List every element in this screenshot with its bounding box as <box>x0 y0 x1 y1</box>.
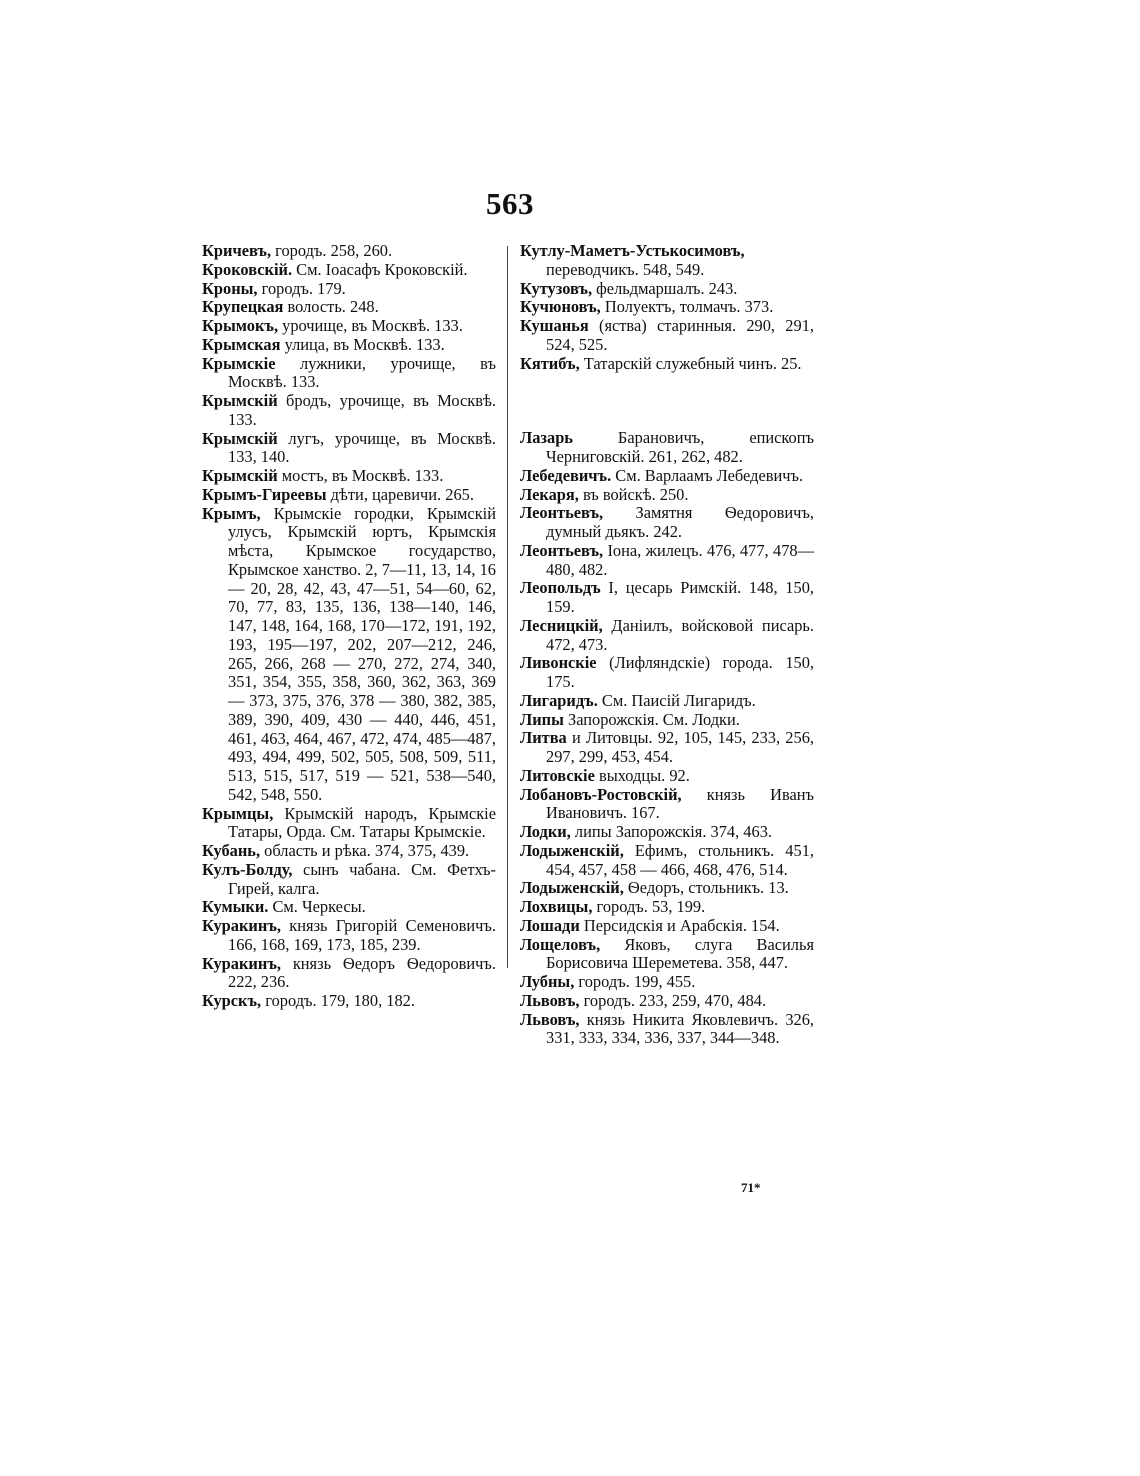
index-entry <box>520 355 814 374</box>
entry-headword: Лебедевичъ. <box>520 465 612 485</box>
index-column-right <box>520 242 814 1048</box>
entry-headword: Кутузовъ, <box>520 278 593 298</box>
index-entry <box>520 711 814 730</box>
entry-references: сынъ чабана. См. Фетхъ-Гирей, калга. <box>228 859 496 898</box>
entry-headword: Куракинъ, <box>202 916 281 935</box>
entry-headword: Крымъ, <box>202 503 261 523</box>
entry-headword: Лодыженскій, <box>520 878 624 898</box>
entry-headword: Кучюновъ, <box>520 297 601 317</box>
entry-references: лугъ, урочище, въ Москвѣ. 133, 140. <box>228 428 496 467</box>
entry-headword: Лазарь <box>520 428 573 448</box>
entry-references: князь Никита Яковлевичъ. 326, 331, 333, 334, 336, 337, 344—348. <box>546 1009 814 1048</box>
entry-references: переводчикъ. 548, 549. <box>546 259 705 279</box>
entry-references: область и рѣка. 374, 375, 439. <box>260 841 470 860</box>
entry-headword: Лодки, <box>520 822 571 841</box>
entry-headword: Крымскій <box>202 428 278 448</box>
entry-headword: Кулъ-Болду, <box>202 859 293 879</box>
entry-headword: Кроковскій. <box>202 259 293 279</box>
index-entry <box>520 729 814 767</box>
index-entry <box>202 992 496 1011</box>
entry-references: (Лифляндскіе) города. 150, 175. <box>546 653 814 691</box>
entry-headword: Липы <box>520 709 564 729</box>
index-entry <box>202 336 496 355</box>
entry-headword: Лигаридъ. <box>520 690 598 710</box>
entry-headword: Кумыки. <box>202 897 269 917</box>
index-entry <box>520 504 814 542</box>
entry-references: Ефимъ, стольникъ. 451, 454, 457, 458 — 466, 468, 476, 514. <box>546 840 814 879</box>
index-entry <box>520 317 814 355</box>
index-entry <box>520 542 814 580</box>
entry-headword: Кубань, <box>202 841 261 860</box>
entry-headword: Крымскій <box>202 466 278 485</box>
index-entry <box>202 242 496 261</box>
entry-headword: Лодыженскій, <box>520 840 624 860</box>
index-entry <box>520 973 814 992</box>
entry-headword: Кушанья <box>520 316 589 335</box>
entry-headword: Кричевъ, <box>202 241 272 260</box>
entry-references: (яства) старинныя. 290, 291, 524, 525. <box>546 316 814 354</box>
entry-references: Замятня Ѳедоровичъ, думный дьякъ. 242. <box>546 503 814 541</box>
index-entry <box>520 1011 814 1049</box>
entry-references: фельдмаршалъ. 243. <box>592 278 738 298</box>
page-number: 563 <box>486 186 534 221</box>
entry-headword: Литва <box>520 728 567 748</box>
entry-headword: Кятибъ, <box>520 353 580 373</box>
entry-references: городъ. 258, 260. <box>271 241 393 260</box>
entry-references: выходцы. 92. <box>594 765 690 785</box>
entry-references: Крымскіе городки, Крымскій улусъ, Крымскій юртъ, Крымскія мѣста, Крымское государство, Крымское ханство. 2, 7—11, 13, 14, 16 — 20, 28, 42, 43, 47—51, 54—60, 62, 70, 77, 83, 135, 136, 138—140, 146, 147, 148, 164, 168, 170—172, 191, 192, 193, 195—197, 202, 207—212, 246, 265, 266, 268 — 270, 272, 274, 340, 351, 354, 355, 358, 360, 362, 363, 369 — 373, 375, 376, 378 — 380, 382, 385, 389, 390, 409, 430 — 440, 446, 451, 461, 463, 464, 467, 472, 474, 485—487, 493, 494, 499, 502, 505, 508, 509, 511, 513, 515, 517, 519 — 521, 538—540, 542, 548, 550. <box>228 503 496 804</box>
index-entry <box>520 879 814 898</box>
entry-references: князь Григорій Семеновичъ. 166, 168, 169, 173, 185, 239. <box>228 916 496 954</box>
entry-references: городъ. 179, 180, 182. <box>261 991 415 1010</box>
entry-headword: Крымскіе <box>202 353 276 373</box>
index-entry <box>520 579 814 617</box>
entry-references: городъ. 199, 455. <box>574 972 696 991</box>
entry-headword: Кутлу-Маметъ-Устькосимовъ, <box>520 241 745 260</box>
entry-references: Татарскій служебный чинъ. 25. <box>579 353 802 373</box>
entry-references: I, цесарь Римскій. 148, 150, 159. <box>546 578 814 616</box>
entry-references: Барановичъ, епископъ Черниговскій. 261, 262, 482. <box>546 428 814 466</box>
index-entry <box>520 654 814 692</box>
index-entry <box>520 467 814 486</box>
entry-headword: Крымская <box>202 334 281 354</box>
entry-references: Яковъ, слуга Василья Борисовича Шереметева. 358, 447. <box>546 934 814 973</box>
entry-references: и Литовцы. 92, 105, 145, 233, 256, 297, 299, 453, 454. <box>546 728 814 766</box>
index-column-left <box>202 242 496 1011</box>
index-entry <box>520 767 814 786</box>
entry-references: См. Паисій Лигаридъ. <box>597 690 756 710</box>
entry-references: См. Черкесы. <box>268 897 366 917</box>
entry-headword: Леонтьевъ, <box>520 503 604 523</box>
entry-headword: Крымскій <box>202 391 278 410</box>
entry-headword: Литовскіе <box>520 765 595 785</box>
index-entry <box>202 392 496 430</box>
entry-references: въ войскѣ. 250. <box>578 484 689 504</box>
index-entry <box>520 842 814 880</box>
entry-references: улица, въ Москвѣ. 133. <box>280 334 445 354</box>
index-entry <box>520 992 814 1011</box>
entry-references: лужники, урочище, въ Москвѣ. 133. <box>228 353 496 392</box>
entry-references: урочище, въ Москвѣ. 133. <box>278 316 463 335</box>
entry-headword: Лесницкій, <box>520 615 603 635</box>
entry-references: Персидскія и Арабскія. 154. <box>579 915 780 935</box>
index-entry <box>520 298 814 317</box>
entry-headword: Лобановъ-Ростовскій, <box>520 784 682 804</box>
index-entry <box>520 486 814 505</box>
entry-headword: Леопольдъ <box>520 578 601 598</box>
entry-references: бродъ, урочище, въ Москвѣ. 133. <box>228 391 496 429</box>
index-entry <box>520 692 814 711</box>
index-entry <box>202 898 496 917</box>
entry-headword: Лощеловъ, <box>520 934 601 954</box>
entry-headword: Крымъ-Гиреевы <box>202 484 327 504</box>
index-entry <box>202 430 496 468</box>
index-entry <box>202 917 496 955</box>
entry-references: Полуектъ, толмачъ. 373. <box>600 297 774 317</box>
entry-headword: Крупецкая <box>202 297 284 317</box>
entry-headword: Крымцы, <box>202 803 274 823</box>
entry-references: См. Іоасафъ Кроковскій. <box>292 259 468 279</box>
index-entry <box>202 955 496 993</box>
entry-references: См. Варлаамъ Лебедевичъ. <box>611 465 804 485</box>
index-entry <box>520 917 814 936</box>
entry-headword: Курскъ, <box>202 991 262 1010</box>
entry-references: Ѳедоръ, стольникъ. 13. <box>623 878 789 898</box>
index-entry <box>202 355 496 393</box>
index-entry <box>202 805 496 843</box>
index-entry <box>202 261 496 280</box>
entry-references: липы Запорожскія. 374, 463. <box>570 822 772 841</box>
entry-references: городъ. 179. <box>257 278 346 298</box>
index-entry <box>520 823 814 842</box>
entry-references: мостъ, въ Москвѣ. 133. <box>277 466 444 485</box>
entry-headword: Лубны, <box>520 972 575 991</box>
index-entry <box>520 429 814 467</box>
entry-references: Крымскій народъ, Крымскіе Татары, Орда. См. Татары Крымскіе. <box>228 803 496 842</box>
index-entry <box>520 898 814 917</box>
index-entry <box>202 467 496 486</box>
entry-headword: Крымокъ, <box>202 316 279 335</box>
entry-references: волость. 248. <box>283 297 379 317</box>
printer-signature-mark: 71* <box>741 1180 761 1195</box>
entry-references: Запорожскія. См. Лодки. <box>563 709 740 729</box>
entry-references: дѣти, царевичи. 265. <box>326 484 474 504</box>
entry-references: князь Иванъ Ивановичъ. 167. <box>546 784 814 823</box>
entry-headword: Кроны, <box>202 278 258 298</box>
entry-headword: Ливонскіе <box>520 653 597 673</box>
entry-headword: Куракинъ, <box>202 953 281 973</box>
column-divider <box>507 246 508 968</box>
entry-headword: Леонтьевъ, <box>520 540 604 560</box>
index-entry <box>202 842 496 861</box>
entry-references: городъ. 53, 199. <box>592 897 706 916</box>
index-entry <box>520 786 814 824</box>
index-entry <box>202 298 496 317</box>
index-entry <box>202 861 496 899</box>
index-entry <box>520 242 814 280</box>
entry-references: Іона, жилецъ. 476, 477, 478—480, 482. <box>546 540 814 579</box>
entry-headword: Львовъ, <box>520 990 580 1010</box>
entry-references: князь Ѳедоръ Ѳедоровичъ. 222, 236. <box>228 953 496 992</box>
index-entry <box>520 617 814 655</box>
entry-references: городъ. 233, 259, 470, 484. <box>579 990 767 1010</box>
entry-headword: Лошади <box>520 915 580 935</box>
index-entry <box>202 505 496 805</box>
index-entry <box>202 317 496 336</box>
entry-headword: Лекаря, <box>520 484 579 504</box>
entry-references: Даніилъ, войсковой писарь. 472, 473. <box>546 615 814 654</box>
index-entry <box>202 486 496 505</box>
entry-headword: Лохвицы, <box>520 897 593 916</box>
index-entry <box>520 936 814 974</box>
index-entry <box>202 280 496 299</box>
entry-headword: Львовъ, <box>520 1009 580 1029</box>
index-entry <box>520 280 814 299</box>
